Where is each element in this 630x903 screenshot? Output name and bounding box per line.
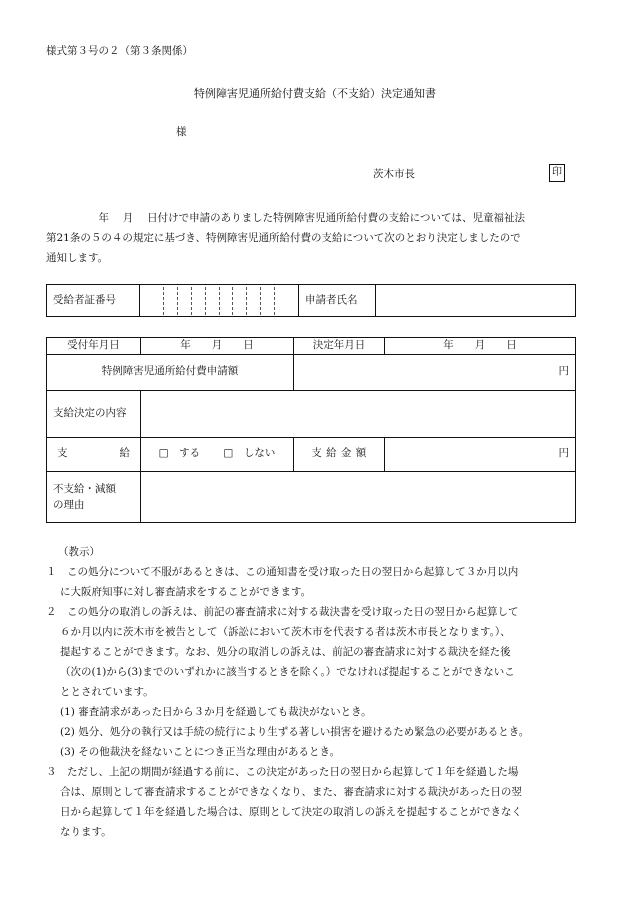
recipient-no-field[interactable] (140, 285, 299, 317)
payment-amount-label: 支 給 金 額 (294, 437, 385, 471)
decision-date-label: 決定年月日 (294, 338, 385, 355)
issuer-name: 茨木市長 (373, 168, 415, 180)
payment-amount-field[interactable] (385, 437, 576, 471)
note-sub-item: (3) その他裁決を経ないことにつき正当な理由があるとき。 (60, 746, 341, 758)
note-line: 日から起算して１年を経過した場合は、原則として決定の取消しの訴えを提起することができなく (60, 806, 522, 818)
option-yes-checkbox[interactable]: □ する (158, 447, 201, 460)
applicant-name-label: 申請者氏名 (299, 285, 376, 317)
note-line: ３ ただし、上記の期間が経過する前に、この決定があった日の翌日から起算して１年を経過した場 (46, 766, 519, 778)
seal-box: 印 (549, 164, 565, 182)
received-date-label: 受付年月日 (47, 338, 141, 355)
received-date-field[interactable]: 年 月 日 (141, 338, 294, 355)
option-no-checkbox[interactable]: □ しない (223, 447, 276, 460)
note-line: １ この処分について不服があるときは、この通知書を受け取った日の翌日から起算して３か月以内 (46, 566, 519, 578)
document-title: 特例障害児通所給付費支給（不支給）決定通知書 (194, 87, 436, 100)
note-line: ととされています。 (60, 686, 154, 698)
note-line: に大阪府知事に対し審査請求をすることができます。 (60, 586, 312, 598)
instructions (46, 542, 591, 842)
note-line: ２ この処分の取消しの訴えは、前記の審査請求に対する裁決書を受け取った日の翌日から起算して (46, 606, 519, 618)
intro-line: 年 月 日付けで申請のありました特例障害児通所給付費の支給については、児童福祉法 (46, 212, 525, 224)
note-line: （次の(1)から(3)までのいずれかに該当するときを除く。）でなければ提起することができないこ (60, 666, 515, 678)
decision-date-field[interactable]: 年 月 日 (385, 338, 576, 355)
intro-line: 通知します。 (46, 252, 109, 264)
payment-label: 支 給 (47, 437, 141, 471)
decision-table (46, 337, 576, 523)
recipient-no-label: 受給者証番号 (47, 285, 140, 317)
digit-boxes (150, 287, 288, 315)
reason-field[interactable] (141, 471, 576, 522)
recipient-table (46, 284, 576, 317)
claim-amount-field[interactable] (294, 354, 576, 390)
decision-content-label: 支給決定の内容 (47, 390, 141, 437)
yen-unit: 円 (558, 447, 569, 460)
instructions-heading: （教示） (58, 546, 100, 558)
note-line: なります。 (60, 826, 112, 838)
form-number: 様式第３号の２（第３条関係） (46, 45, 193, 57)
note-sub-item: (1) 審査請求があった日から３か月を経過しても裁決がないとき。 (60, 706, 372, 718)
payment-options (141, 437, 294, 471)
note-sub-item: (2) 処分、処分の執行又は手続の続行により生ずる著しい損害を避けるため緊急の必要があるとき。 (60, 726, 530, 738)
yen-unit: 円 (558, 365, 569, 378)
note-line: ６か月以内に茨木市を被告として（訴訟において茨木市を代表する者は茨木市長となります。）、 (60, 626, 511, 638)
applicant-name-field[interactable] (376, 285, 576, 317)
note-line: 提起することができます。なお、処分の取消しの訴えは、前記の審査請求に対する裁決を経た後 (60, 646, 511, 658)
intro-line: 第21条の５の４の規定に基づき、特例障害児通所給付費の支給について次のとおり決定しましたので (46, 232, 521, 244)
reason-label: 不支給・減額 の理由 (47, 471, 141, 522)
intro-paragraph (46, 208, 591, 268)
note-line: 合は、原則として審査請求することができなくなり、また、審査請求に対する裁決があった日の翌 (60, 786, 522, 798)
claim-amount-label: 特例障害児通所給付費申請額 (47, 354, 294, 390)
decision-content-field[interactable] (141, 390, 576, 437)
addressee-suffix: 様 (176, 126, 187, 138)
